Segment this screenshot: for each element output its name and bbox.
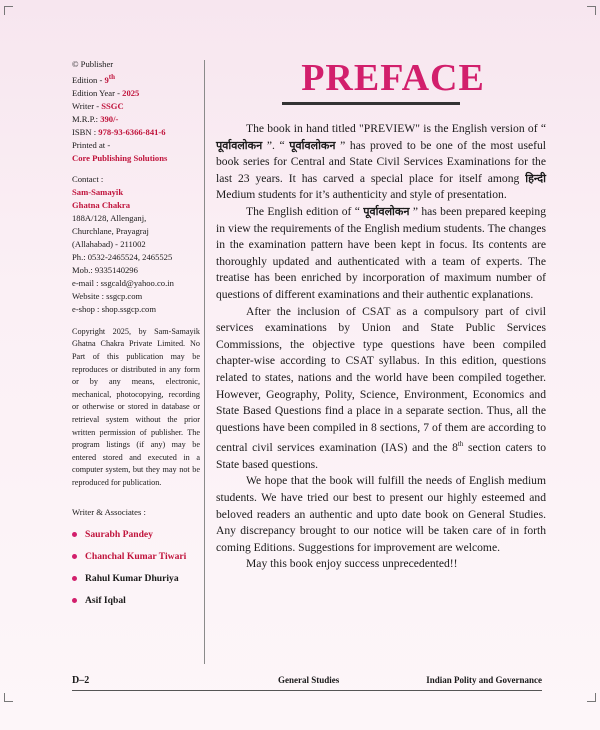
text-run: ” has proved to be one of the most useful book series for Central and State Civil Services Examinations for the last 23 years. It has carved a special place for itself among [216, 138, 547, 185]
mrp-label: M.R.P.: [72, 113, 101, 124]
writer-item [72, 572, 200, 585]
edition-sup: th [108, 73, 115, 81]
footer-subject: Indian Polity and Governance [426, 675, 542, 685]
address-line: (Allahabad) - 211002 [72, 238, 146, 249]
eshop-link[interactable]: e-shop : shop.ssgcp.com [72, 303, 157, 314]
printed-at-label: Printed at - [72, 139, 111, 150]
hindi-title: पूर्वावलोकन [289, 138, 336, 152]
text-run: The English edition of “ [246, 204, 364, 218]
org-name-line2: Ghatna Chakra [72, 199, 131, 210]
edition-year-value: 2025 [122, 87, 140, 98]
hindi-title: पूर्वावलोकन [216, 138, 263, 152]
crop-mark [587, 6, 596, 15]
crop-mark [587, 693, 596, 702]
writer-line [72, 100, 200, 113]
mrp-line [72, 113, 200, 126]
paragraph: We hope that the book will fulfill the needs of English medium students. We have tried our best to present our highly esteemed and beloved readers an authentic and upto date book on General Studies. Any discrepancy brought to our notice will be taken care of in forth coming Editions. Suggestions for improvement are welcome. [216, 474, 546, 554]
writer-name: Chanchal Kumar Tiwari [85, 550, 187, 562]
edition-year-label: Edition Year - [72, 87, 123, 98]
phone-line: Ph.: 0532-2465524, 2465525 [72, 251, 173, 262]
bullet-icon [72, 576, 77, 581]
email-link[interactable]: e-mail : ssgcald@yahoo.co.in [72, 277, 174, 288]
isbn-value: 978-93-6366-841-6 [98, 126, 166, 137]
address-line: 188A/128, Allenganj, [72, 212, 147, 223]
text-run: The book in hand titled "PREVIEW" is the English version of “ [246, 122, 546, 135]
edition-label: Edition - [72, 74, 105, 85]
preface-body [216, 121, 546, 573]
text-run: ”. “ [262, 138, 290, 152]
org-name-line1: Sam-Samayik [72, 186, 124, 197]
publisher-sidebar [72, 58, 200, 607]
writer-item [72, 550, 200, 563]
preface-section [216, 58, 546, 573]
bullet-icon [72, 554, 77, 559]
hindi-title: पूर्वावलोकन [363, 204, 410, 218]
contact-block [72, 173, 200, 316]
superscript: th [457, 440, 464, 449]
page-title: PREFACE [301, 57, 485, 99]
writer-item [72, 594, 200, 607]
paragraph [216, 204, 546, 304]
edition-value: 9 [104, 74, 109, 85]
text-run: ” has been prepared keeping in view the requirements of the English medium students. The changes in the examination pattern have been kept in focus. Its contents are thoroughly updated and authenticated with a team of experts. The treatise has been enriched by incorporation of maximum number of questions of different examinations and their authentic explanations. [216, 204, 547, 301]
footer-series: General Studies [278, 675, 340, 685]
isbn-line [72, 126, 200, 139]
title-underline [282, 102, 460, 105]
paragraph [216, 304, 546, 474]
bullet-icon [72, 598, 77, 603]
writer-value: SSGC [101, 100, 124, 111]
text-run: Medium students for it’s authenticity and style of presentation. [216, 188, 507, 202]
bullet-icon [72, 532, 77, 537]
writer-name: Rahul Kumar Dhuriya [85, 572, 179, 584]
writer-name: Saurabh Pandey [85, 528, 153, 540]
isbn-label: ISBN : [72, 126, 99, 137]
crop-mark [4, 693, 13, 702]
closing-line: May this book enjoy success unprecedented!! [246, 557, 458, 571]
website-link[interactable]: Website : ssgcp.com [72, 290, 143, 301]
column-divider [204, 60, 205, 664]
page-number: D–2 [72, 675, 90, 686]
copyright-notice: Copyright 2025, by Sam-Samayik Ghatna Chakra Private Limited. No Part of this publication may be reproduces or distributed in any form or by any means, electronic, mechanical, photocopying, recording or otherwise or stored in database or retrieval system without the prior written permission of publisher. The program listings (if any) may be entered stored and executed in a computer system, but they may not be reproduced for publication. [72, 326, 200, 487]
address-line: Churchlane, Prayagraj [72, 225, 149, 236]
writer-label: Writer - [72, 100, 102, 111]
hindi-word: हिन्दी [525, 171, 546, 185]
printer-name: Core Publishing Solutions [72, 152, 168, 163]
publisher-line: © Publisher [72, 59, 114, 69]
writer-item [72, 528, 200, 541]
mrp-value: 390/- [100, 113, 119, 124]
text-run: section caters to State based questions. [216, 441, 546, 471]
writers-title: Writer & Associates : [72, 506, 146, 517]
contact-label: Contact : [72, 173, 104, 184]
writer-name: Asif Iqbal [85, 594, 126, 606]
text-run: After the inclusion of CSAT as a compulsory part of civil services examinations by Union and State Public Services Commissions, the objective type questions have been compiled chapter-wise according to CSAT syllabus. In this edition, questions related to states, nations and the world have been compiled together. However, Geography, Polity, Science, Environment, Economics and State Based Questions find a place in a separate section. Thus, all the questions have been compiled in 8 sections, 7 of them are according to central civil services examination (IAS) and the 8 [216, 304, 546, 455]
footer-rule [72, 690, 542, 691]
edition-line [72, 71, 200, 87]
paragraph [216, 121, 546, 204]
crop-mark [4, 6, 13, 15]
edition-year-line [72, 87, 200, 100]
page-footer [72, 675, 542, 689]
mobile-line: Mob.: 9335140296 [72, 264, 138, 275]
